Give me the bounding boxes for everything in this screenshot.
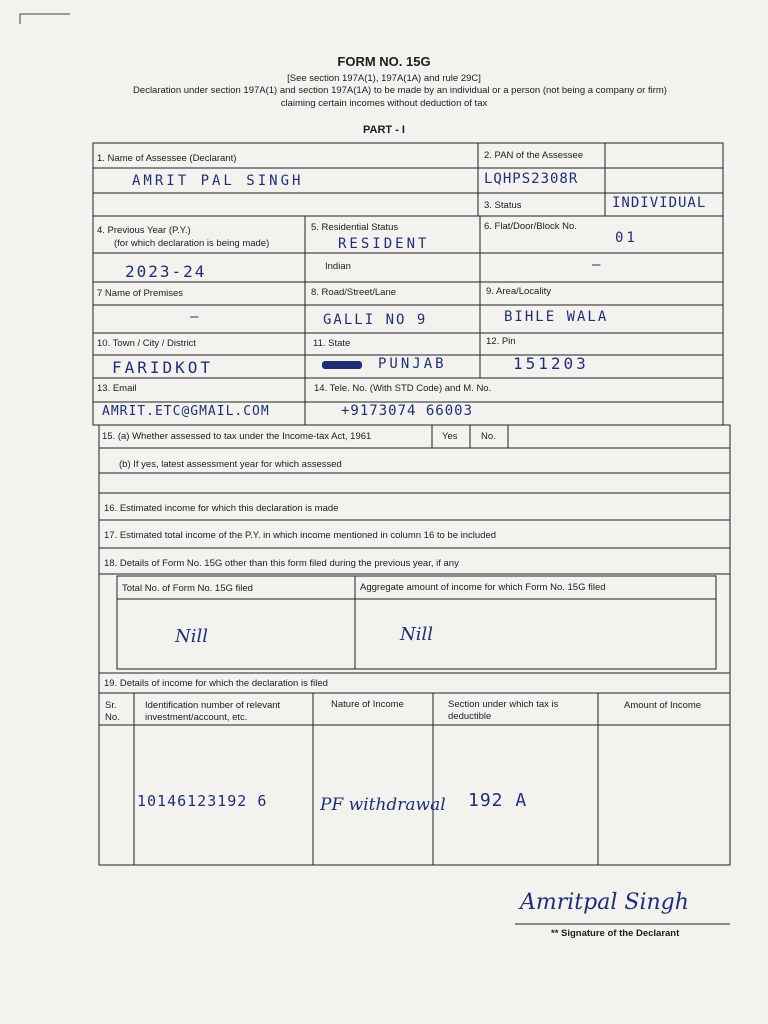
field-15b-label: (b) If yes, latest assessment year for which assessed	[119, 459, 342, 470]
field-18-col2-header: Aggregate amount of income for which Form No. 15G filed	[360, 582, 606, 593]
col-section-header-2: deductible	[448, 711, 492, 722]
row-nature[interactable]: PF withdrawal	[320, 795, 446, 815]
field-14-value[interactable]: +9173074 66003	[341, 403, 474, 419]
field-18-col1-header: Total No. of Form No. 15G filed	[122, 583, 253, 594]
field-4-value[interactable]: 2023-24	[125, 262, 207, 281]
field-9-label: 9. Area/Locality	[486, 286, 551, 297]
field-10-value[interactable]: FARIDKOT	[112, 358, 214, 377]
field-1-label: 1. Name of Assessee (Declarant)	[97, 153, 237, 164]
field-4-label: 4. Previous Year (P.Y.)	[97, 225, 191, 236]
field-6-label: 6. Flat/Door/Block No.	[484, 221, 577, 232]
field-14-label: 14. Tele. No. (With STD Code) and M. No.	[314, 383, 492, 394]
field-12-label: 12. Pin	[486, 336, 516, 347]
field-11-label: 11. State	[313, 338, 351, 349]
col-id-header: Identification number of relevant	[145, 700, 281, 711]
field-16-label: 16. Estimated income for which this declaration is made	[104, 503, 339, 514]
field-2-label: 2. PAN of the Assessee	[484, 150, 584, 161]
field-5-extra: Indian	[325, 261, 351, 272]
field-10-label: 10. Town / City / District	[97, 338, 197, 349]
field-18-label: 18. Details of Form No. 15G other than this form filed during the previous year, if any	[104, 558, 459, 569]
field-18-val1[interactable]: Nill	[175, 626, 209, 647]
form-title: FORM NO. 15G	[337, 54, 431, 69]
field-12-value[interactable]: 151203	[513, 354, 589, 373]
row-section[interactable]: 192 A	[468, 790, 528, 811]
field-15a-label: 15. (a) Whether assessed to tax under the Income-tax Act, 1961	[102, 431, 372, 442]
field-5-label: 5. Residential Status	[311, 222, 399, 233]
field-7-label: 7 Name of Premises	[97, 288, 184, 299]
part-heading: PART - I	[363, 124, 405, 136]
field-1-value[interactable]: AMRIT PAL SINGH	[132, 173, 304, 189]
form-sections: [See section 197A(1), 197A(1A) and rule 29C]	[287, 73, 481, 84]
field-6-value[interactable]: 01	[615, 230, 638, 246]
field-6-dash: —	[592, 257, 601, 273]
field-4-label-sub: (for which declaration is being made)	[114, 238, 270, 249]
field-3-value[interactable]: INDIVIDUAL	[612, 195, 707, 211]
field-5-value[interactable]: RESIDENT	[338, 236, 430, 252]
field-8-label: 8. Road/Street/Lane	[311, 287, 397, 298]
field-15a-yes[interactable]: Yes	[442, 431, 458, 442]
field-17-label: 17. Estimated total income of the P.Y. in which income mentioned in column 16 to be included	[104, 530, 497, 541]
declarant-signature: Amritpal Singh	[520, 890, 689, 915]
field-13-value[interactable]: AMRIT.ETC@GMAIL.COM	[102, 404, 270, 419]
struck-out-mark	[322, 361, 362, 369]
field-9-value[interactable]: BIHLE WALA	[504, 309, 609, 325]
field-19-label: 19. Details of income for which the declaration is filed	[104, 678, 328, 689]
row-identification[interactable]: 10146123192 6	[137, 792, 268, 810]
field-11-value[interactable]: PUNJAB	[378, 356, 447, 372]
col-id-header-2: investment/account, etc.	[145, 712, 248, 723]
declaration-line-2: claiming certain incomes without deduction of tax	[280, 98, 488, 109]
field-13-label: 13. Email	[97, 383, 137, 394]
signature-label: ** Signature of the Declarant	[551, 928, 680, 939]
declaration-line-1: Declaration under section 197A(1) and section 197A(1A) to be made by an individual or a person (not being a company or firm)	[133, 85, 667, 96]
field-3-label: 3. Status	[484, 200, 522, 211]
col-nature-header: Nature of Income	[331, 699, 404, 710]
field-18-val2[interactable]: Nill	[400, 624, 434, 645]
col-section-header: Section under which tax is	[448, 699, 559, 710]
col-sr-header-2: No.	[105, 712, 120, 723]
field-8-value[interactable]: GALLI NO 9	[323, 312, 428, 328]
col-sr-header: Sr.	[105, 700, 117, 711]
field-7-value[interactable]: —	[190, 309, 199, 325]
col-amount-header: Amount of Income	[624, 700, 702, 711]
field-15a-no[interactable]: No.	[481, 431, 496, 442]
field-2-value[interactable]: LQHPS2308R	[484, 171, 579, 187]
